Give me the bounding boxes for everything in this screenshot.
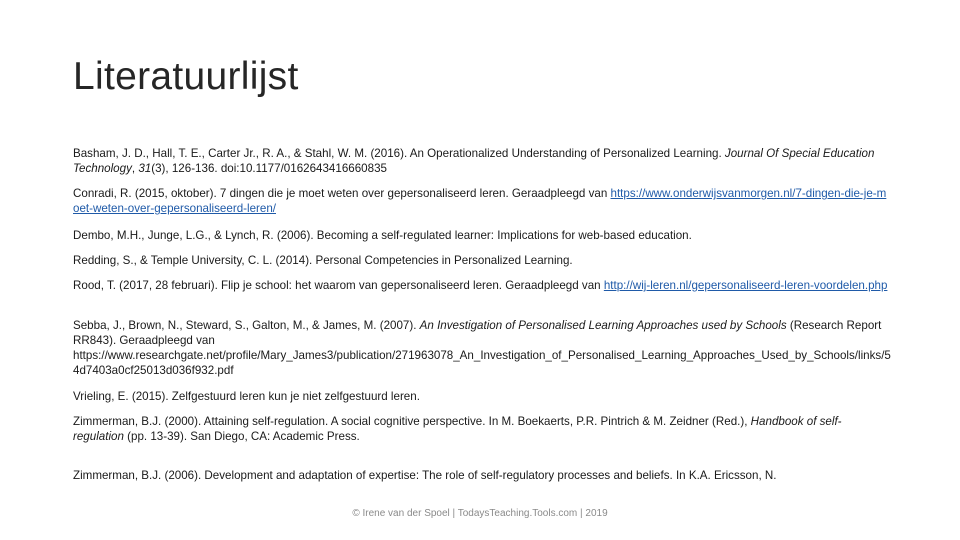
journal-volume: 31 bbox=[138, 162, 152, 175]
reference-text: Rood, T. (2017, 28 februari). Flip je school: het waarom van gepersonaliseerd leren. Geraadpleegd van bbox=[73, 279, 604, 292]
reference-basham bbox=[73, 146, 891, 176]
reference-text: Zimmerman, B.J. (2000). Attaining self-regulation. A social cognitive perspective. In M. Boekaerts, P.R. Pintrich & M. Zeidner (Red.), bbox=[73, 415, 751, 428]
reference-link[interactable]: http://wij-leren.nl/gepersonaliseerd-leren-voordelen.php bbox=[603, 279, 888, 292]
slide-title: Literatuurlijst bbox=[73, 55, 299, 98]
reference-dembo: Dembo, M.H., Junge, L.G., & Lynch, R. (2006). Becoming a self-regulated learner: Implications for web-based education. bbox=[73, 229, 692, 242]
reference-text: Conradi, R. (2015, oktober). 7 dingen die je moet weten over gepersonaliseerd leren. Geraadpleegd van bbox=[73, 187, 611, 200]
reference-text: , bbox=[131, 162, 139, 175]
reference-zimmerman-2000 bbox=[73, 414, 891, 444]
reference-redding: Redding, S., & Temple University, C. L. (2014). Personal Competencies in Personalized Learning. bbox=[73, 254, 573, 267]
reference-rood bbox=[73, 278, 891, 293]
reference-text: (pp. 13-39). San Diego, CA: Academic Press. bbox=[123, 430, 360, 443]
slide-footer: © Irene van der Spoel | TodaysTeaching.Tools.com | 2019 bbox=[352, 508, 608, 519]
report-title: An Investigation of Personalised Learning Approaches used by Schools bbox=[419, 319, 787, 332]
reference-sebba bbox=[73, 318, 891, 378]
book-title: Handbook of self-regulation bbox=[73, 415, 842, 443]
reference-zimmerman-2006: Zimmerman, B.J. (2006). Development and adaptation of expertise: The role of self-regulatory processes and beliefs. In K.A. Ericsson, N. bbox=[73, 469, 777, 482]
reference-text: (3), 126-136. doi:10.1177/0162643416660835 bbox=[151, 162, 387, 175]
reference-text: Sebba, J., Brown, N., Steward, S., Galton, M., & James, M. (2007). bbox=[73, 319, 420, 332]
journal-title: Journal Of Special Education Technology bbox=[73, 147, 875, 175]
reference-conradi bbox=[73, 186, 891, 216]
reference-link[interactable]: https://www.onderwijsvanmorgen.nl/7-dingen-die-je-moet-weten-over-gepersonaliseerd-leren/ bbox=[73, 187, 887, 215]
reference-text: Basham, J. D., Hall, T. E., Carter Jr., R. A., & Stahl, W. M. (2016). An Operationalized Understanding of Personalized Learning. bbox=[73, 147, 725, 160]
reference-vrieling: Vrieling, E. (2015). Zelfgestuurd leren kun je niet zelfgestuurd leren. bbox=[73, 390, 420, 403]
reference-text: (Research Report RR843). Geraadpleegd van https://www.researchgate.net/profile/Mary_James3/publication/271963078_An_Investigation_of_Personalised_Learning_Approaches_Used_by_Schools/links/54d7403a0cf25013d036f932.pdf bbox=[73, 319, 891, 377]
